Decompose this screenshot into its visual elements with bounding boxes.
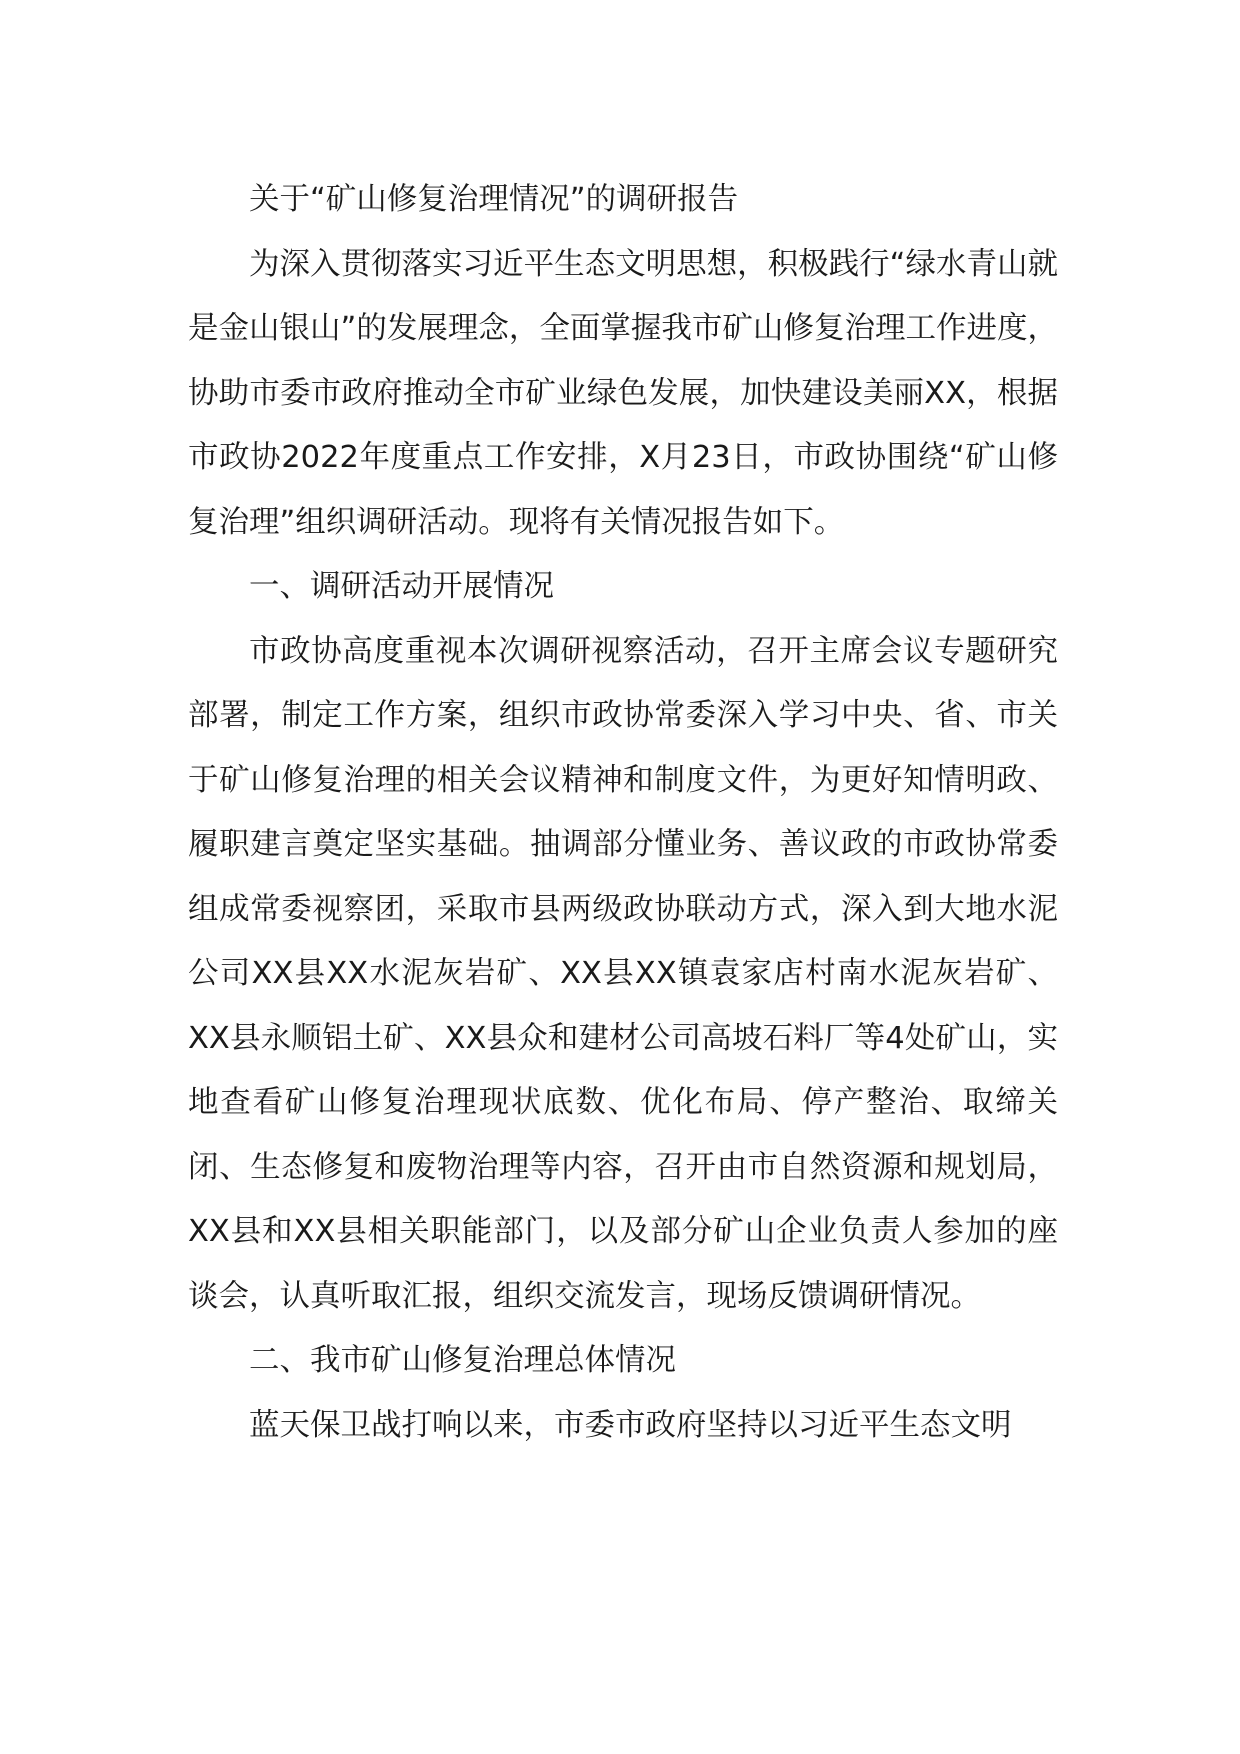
intro-paragraph: 为深入贯彻落实习近平生态文明思想，积极践行“绿水青山就是金山银山”的发展理念，全面掌握我市矿山修复治理工作进度，协助市委市政府推动全市矿业绿色发展，加快建设美丽XX，根据市政协2022年度重点工作安排，X月23日，市政协围绕“矿山修复治理”组织调研活动。现将有关情况报告如下。 [188,246,1058,540]
document-title: 关于“矿山修复治理情况”的调研报告 [249,182,739,217]
section-2-heading: 二、我市矿山修复治理总体情况 [249,1343,676,1378]
section-1-heading: 一、调研活动开展情况 [249,569,554,604]
document-body [188,168,1058,1458]
section-1-paragraph: 市政协高度重视本次调研视察活动，召开主席会议专题研究部署，制定工作方案，组织市政协常委深入学习中央、省、市关于矿山修复治理的相关会议精神和制度文件，为更好知情明政、履职建言奠定坚实基础。抽调部分懂业务、善议政的市政协常委组成常委视察团，采取市县两级政协联动方式，深入到大地水泥公司XX县XX水泥灰岩矿、XX县XX镇袁家店村南水泥灰岩矿、XX县永顺铝土矿、XX县众和建材公司高坡石料厂等4处矿山，实地查看矿山修复治理现状底数、优化布局、停产整治、取缔关闭、生态修复和废物治理等内容，召开由市自然资源和规划局，XX县和XX县相关职能部门，以及部分矿山企业负责人参加的座谈会，认真听取汇报，组织交流发言，现场反馈调研情况。 [188,633,1058,1314]
section-2-paragraph: 蓝天保卫战打响以来，市委市政府坚持以习近平生态文明 [249,1407,1012,1443]
